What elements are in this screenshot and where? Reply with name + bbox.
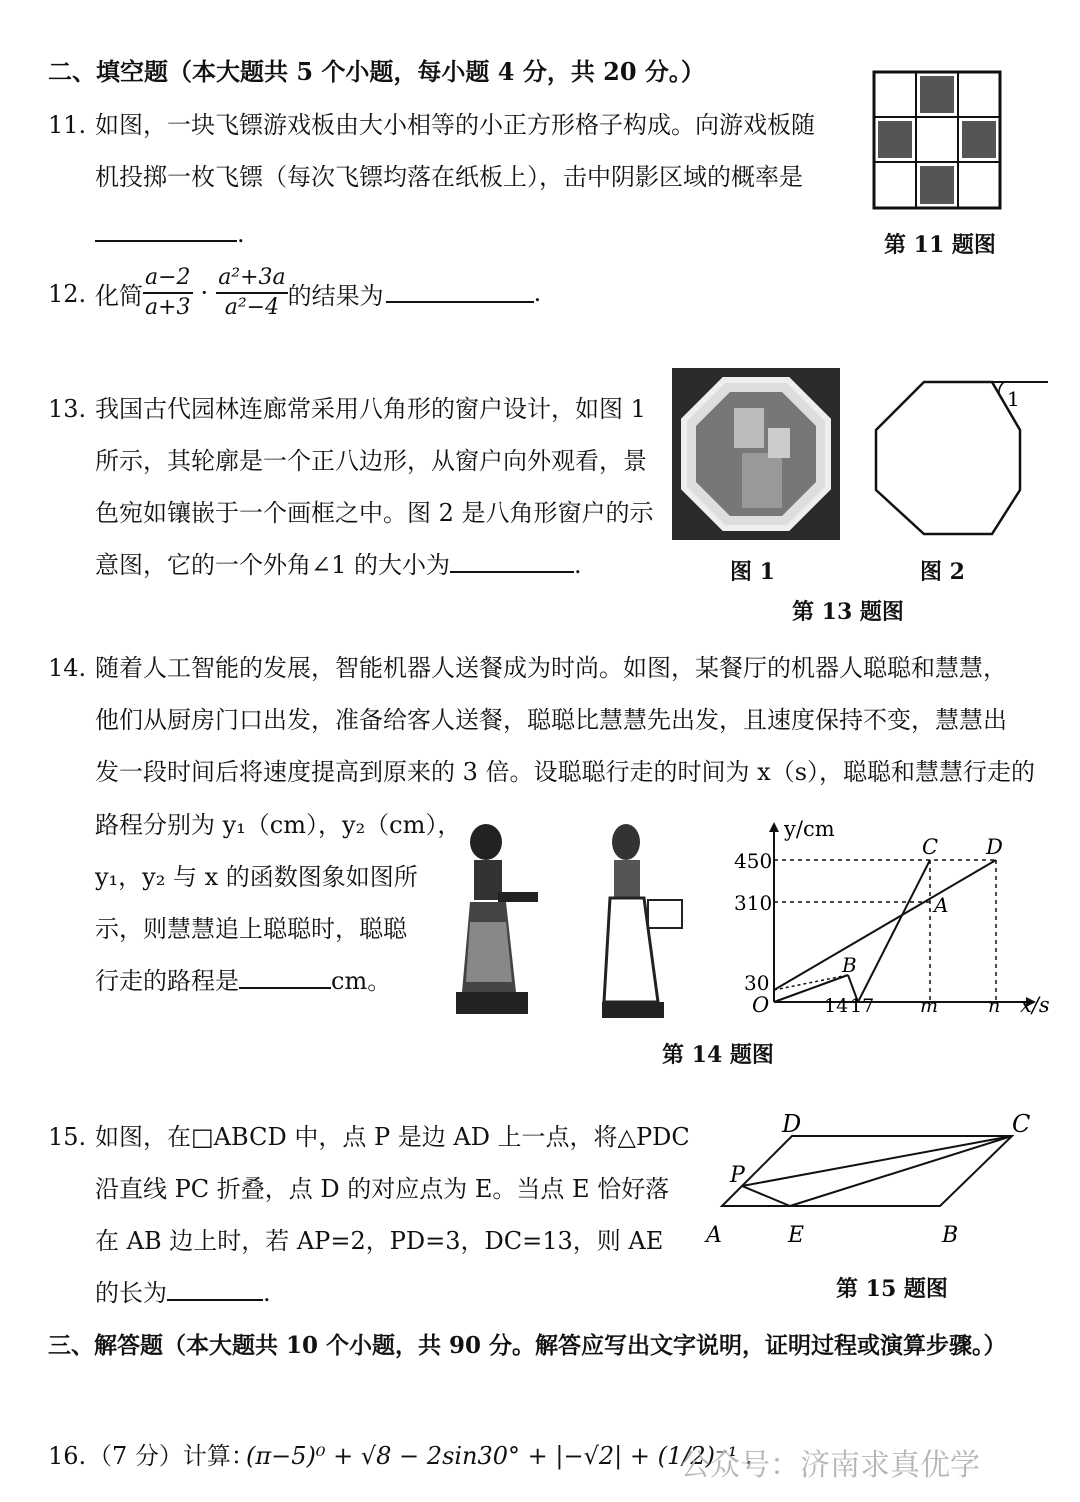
x-axis-label: x/s	[1020, 993, 1050, 1017]
q14-number: 14.	[48, 654, 87, 682]
q11-line2: 机投掷一枚飞镖（每次飞镖均落在纸板上），击中阴影区域的概率是	[95, 163, 803, 191]
q14-answer-blank[interactable]	[239, 969, 331, 989]
x-tick-14: 14	[824, 995, 849, 1017]
shaded-cell	[920, 76, 954, 113]
fig1-label: 图 1	[730, 559, 775, 585]
q15-number: 15.	[48, 1123, 87, 1151]
y-tick-450: 450	[734, 849, 773, 873]
q12-fraction-2: $\frac{\text{a²+3a}}{\text{a²−4}}$	[218, 265, 286, 320]
angle-1-label: 1	[1007, 387, 1020, 411]
q15-line3: 在 AB 边上时，若 AP=2，PD=3，DC=13，则 AE	[95, 1227, 664, 1255]
q15-line1: 如图，在□ABCD 中，点 P 是边 AD 上一点，将△PDC	[95, 1123, 690, 1151]
q12-expression: 化简 $\frac{a-2}{a+3}$ · $\frac{\text{a²+3a}}{\text{a²−4}}$ 的结果为 .	[95, 265, 542, 320]
q13-number: 13.	[48, 395, 87, 423]
q14-line2: 他们从厨房门口出发，准备给客人送餐，聪聪比慧慧先出发，且速度保持不变，慧慧出	[95, 706, 1007, 734]
q15-line4: 的长为 .	[95, 1279, 271, 1307]
point-a-label: A	[706, 1223, 722, 1248]
q14-line4: 路程分别为 y₁（cm），y₂（cm），	[95, 811, 462, 839]
x-tick-m: m	[920, 995, 939, 1017]
x-tick-n: n	[988, 995, 1001, 1017]
q12-answer-blank[interactable]	[386, 283, 534, 303]
fig2-label: 图 2	[920, 559, 965, 585]
robot-huihui-image	[596, 822, 692, 1022]
q13-line1: 我国古代园林连廊常采用八角形的窗户设计，如图 1	[95, 395, 646, 423]
point-c-label: C	[1012, 1110, 1031, 1138]
q11-caption: 第 11 题图	[884, 232, 996, 258]
q14-line6: 示，则慧慧追上聪聪时，聪聪	[95, 915, 407, 943]
point-b-label: B	[942, 1223, 959, 1248]
q14-line1: 随着人工智能的发展，智能机器人送餐成为时尚。如图，某餐厅的机器人聪聪和慧慧，	[95, 654, 1007, 682]
section-2-heading: 二、填空题（本大题共 5 个小题，每小题 4 分，共 20 分。）	[48, 57, 705, 86]
q11-number: 11.	[48, 111, 87, 139]
q12-fraction-1: $\frac{a-2}{a+3}$	[145, 265, 191, 320]
q15-answer-blank[interactable]	[167, 1281, 263, 1301]
section-3-heading: 三、解答题（本大题共 10 个小题，共 90 分。解答应写出文字说明，证明过程或演算步骤。）	[48, 1332, 1007, 1359]
q11-answer-blank[interactable]	[95, 222, 237, 242]
q11-line1: 如图，一块飞镖游戏板由大小相等的小正方形格子构成。向游戏板随	[95, 111, 815, 139]
point-p-label: P	[730, 1163, 745, 1188]
q13-line2: 所示，其轮廓是一个正八边形，从窗户向外观看，景	[95, 447, 647, 475]
point-b-label: B	[842, 953, 857, 977]
q15-caption: 第 15 题图	[836, 1276, 948, 1302]
parallelogram-figure	[700, 1106, 1050, 1256]
q14-caption: 第 14 题图	[662, 1042, 774, 1068]
octagon-window-photo	[672, 368, 840, 540]
q12-number: 12.	[48, 280, 87, 308]
q14-line3: 发一段时间后将速度提高到原来的 3 倍。设聪聪行走的时间为 x（s），聪聪和慧慧行走的	[95, 758, 1036, 786]
q13-line3: 色宛如镶嵌于一个画框之中。图 2 是八角形窗户的示	[95, 499, 654, 527]
y1-line	[774, 860, 996, 990]
point-c-label: C	[922, 835, 939, 859]
y2-line-segment-3	[858, 860, 930, 1002]
shaded-cell	[962, 121, 996, 158]
point-e-label: E	[788, 1223, 805, 1248]
q15-line2: 沿直线 PC 折叠，点 D 的对应点为 E。当点 E 恰好落	[95, 1175, 670, 1203]
shaded-cell	[878, 121, 912, 158]
point-d-label: D	[782, 1110, 802, 1138]
y-tick-310: 310	[734, 891, 773, 915]
point-a-label: A	[934, 893, 949, 917]
q16-expression: (π−5)⁰ + √8 − 2sin30° + |−√2| + (1/2)⁻¹ .	[246, 1442, 753, 1470]
q13-line4: 意图，它的一个外角∠1 的大小为 .	[95, 551, 582, 579]
q16-number: 16.	[48, 1442, 87, 1470]
q13-answer-blank[interactable]	[450, 553, 574, 573]
q14-line7: 行走的路程是 cm。	[95, 967, 392, 995]
watermark: 公众号：济南求真优学	[680, 1448, 980, 1483]
shaded-cell	[920, 166, 954, 204]
q14-line5: y₁，y₂ 与 x 的函数图象如图所	[95, 863, 418, 891]
q13-caption: 第 13 题图	[792, 599, 904, 625]
q16-score: （7 分）计算：	[88, 1442, 255, 1470]
dartboard-figure	[872, 70, 1002, 212]
octagon-diagram	[868, 370, 1050, 540]
q14-function-graph	[734, 812, 1058, 1022]
y-tick-30: 30	[744, 971, 770, 995]
point-d-label: D	[986, 835, 1003, 859]
robot-congcong-image	[448, 822, 548, 1022]
y-axis-label: y/cm	[784, 817, 835, 841]
x-tick-17: 17	[850, 995, 875, 1017]
q11-answer-line: .	[95, 222, 245, 246]
origin-label: O	[752, 993, 770, 1017]
